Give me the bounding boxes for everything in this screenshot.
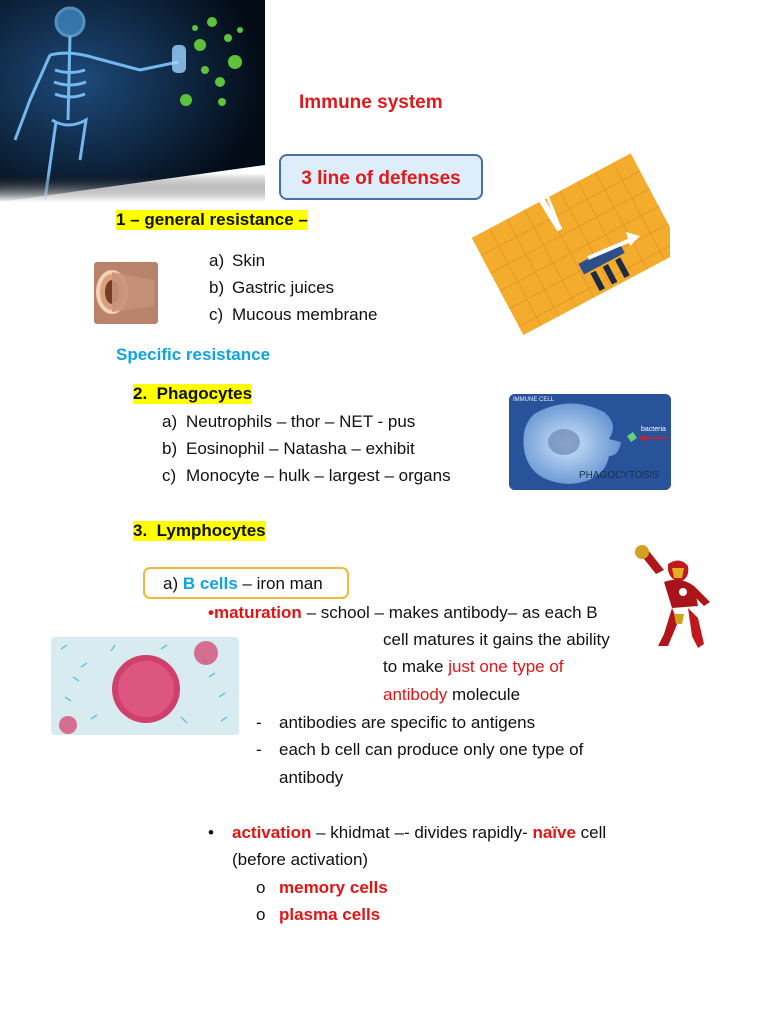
- dash-item-text: each b cell can produce only one type of: [279, 740, 584, 759]
- phagocytes-heading: [133, 384, 252, 404]
- phagocytosis-image: [509, 394, 671, 490]
- maturation-text-4: molecule: [447, 685, 521, 704]
- phagocyte-item-marker: a): [162, 412, 178, 431]
- phagocyte-item-text: Neutrophils – thor – NET - pus: [186, 412, 416, 431]
- activation-line-1: [232, 823, 606, 843]
- maturation-text-1: – school – makes antibody– as each B: [301, 603, 598, 622]
- phagocyte-item-text: Monocyte – hulk – largest – organs: [186, 466, 451, 485]
- maturation-emphasis-4: antibody: [383, 685, 448, 704]
- maturation-line-4: [383, 685, 520, 705]
- general-item-marker: a): [209, 251, 225, 270]
- hero-skeleton-image: [0, 0, 265, 202]
- specific-resistance-heading: Specific resistance: [116, 345, 271, 364]
- phagocyte-item-text: Eosinophil – Natasha – exhibit: [186, 439, 415, 458]
- activation-end: cell: [575, 823, 607, 842]
- iron-man-image: [628, 544, 720, 650]
- general-item-marker: c): [209, 305, 224, 324]
- circle-bullet-icon: o: [256, 878, 266, 897]
- b-cells-desc: – iron man: [237, 574, 323, 593]
- general-item-marker: b): [209, 278, 225, 297]
- defenses-callout-label: 3 line of defenses: [301, 168, 461, 189]
- phagocytosis-bacteria-label: bacteria: [641, 426, 666, 433]
- circle-bullet-icon: o: [256, 905, 266, 924]
- maturation-line-3: [383, 657, 564, 677]
- activation-text: – khidmat –- divides rapidly-: [311, 823, 533, 842]
- naive-term: naïve: [532, 823, 576, 842]
- maturation-emphasis-3: just one type of: [448, 657, 564, 676]
- activation-term: activation: [232, 823, 312, 842]
- general-resistance-heading: 1 – general resistance –: [116, 210, 308, 229]
- dash-marker: -: [256, 740, 262, 759]
- phagocyte-item-marker: b): [162, 439, 178, 458]
- general-item-text: Mucous membrane: [232, 305, 378, 324]
- dash-item-text: antibody: [279, 768, 344, 787]
- activation-line-2: (before activation): [232, 850, 369, 869]
- memory-cells-item: memory cells: [279, 878, 388, 897]
- general-item-text: Gastric juices: [232, 278, 335, 297]
- lymphocytes-heading: [133, 521, 266, 541]
- lymphocytes-number: 3.: [133, 521, 148, 540]
- lymphocytes-title: Lymphocytes: [156, 521, 266, 540]
- phagocytosis-caption: PHAGOCYTOSIS: [579, 470, 659, 481]
- bullet-icon: •: [208, 603, 214, 622]
- bullet-icon: •: [208, 823, 214, 842]
- defenses-callout: [279, 154, 483, 200]
- plasma-cells-item: plasma cells: [279, 905, 381, 924]
- phagocytes-title: Phagocytes: [156, 384, 253, 403]
- maturation-line-1: [208, 603, 598, 623]
- phagocytes-number: 2.: [133, 384, 148, 403]
- mucous-tube-image: [94, 262, 158, 324]
- b-cells-line: [163, 574, 323, 594]
- b-cells-term: B cells: [182, 574, 238, 593]
- b-cells-marker: a): [163, 574, 179, 593]
- maturation-line-2: cell matures it gains the ability: [383, 630, 610, 649]
- page-title: Immune system: [299, 92, 443, 113]
- phagocytosis-top-label: IMMUNE CELL: [513, 397, 555, 403]
- dash-marker: -: [256, 713, 262, 732]
- phagocyte-item-marker: c): [162, 466, 177, 485]
- dash-item-text: antibodies are specific to antigens: [279, 713, 536, 732]
- maturation-text-3: to make: [383, 657, 449, 676]
- b-cell-image: [51, 637, 239, 735]
- shield-defense-image: [470, 148, 670, 348]
- general-item-text: Skin: [232, 251, 266, 270]
- maturation-term: maturation: [213, 603, 302, 622]
